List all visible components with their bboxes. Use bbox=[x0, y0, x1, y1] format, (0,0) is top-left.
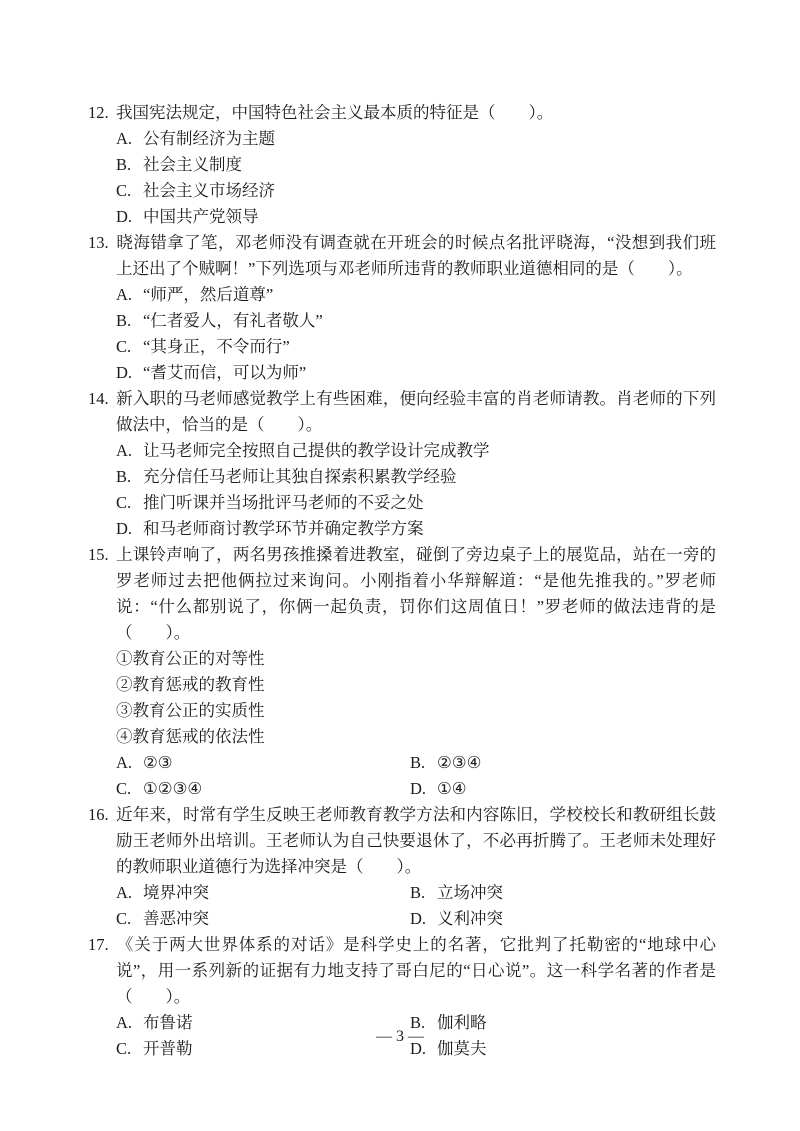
option-a bbox=[116, 438, 716, 464]
question-16 bbox=[88, 802, 716, 932]
option-text: “其身正，不令而行” bbox=[143, 337, 290, 356]
option-b bbox=[116, 308, 716, 334]
numbered-item-1: ①教育公正的对等性 bbox=[116, 649, 265, 668]
question-14 bbox=[88, 386, 716, 542]
option-d bbox=[410, 906, 716, 932]
option-d bbox=[116, 516, 716, 542]
question-number: 12. bbox=[88, 103, 109, 122]
option-text: 中国共产党领导 bbox=[143, 207, 259, 226]
option-c bbox=[116, 776, 410, 802]
option-text: 伽利略 bbox=[437, 1013, 487, 1032]
question-stem bbox=[88, 100, 716, 126]
option-a bbox=[116, 750, 410, 776]
option-c bbox=[116, 178, 716, 204]
option-label: D. bbox=[116, 519, 133, 538]
option-label: A. bbox=[116, 883, 133, 902]
options-grid bbox=[88, 880, 716, 932]
option-text: ②③④ bbox=[437, 753, 482, 772]
option-label: A. bbox=[116, 753, 133, 772]
question-stem-text: 我国宪法规定，中国特色社会主义最本质的特征是（ ）。 bbox=[116, 103, 554, 122]
option-label: B. bbox=[116, 467, 132, 486]
numbered-item-3: ③教育公正的实质性 bbox=[116, 701, 265, 720]
option-text: “耆艾而信，可以为师” bbox=[143, 363, 307, 382]
options-list bbox=[88, 282, 716, 386]
question-15 bbox=[88, 542, 716, 802]
option-label: B. bbox=[116, 311, 132, 330]
options-grid bbox=[88, 750, 716, 802]
option-label: D. bbox=[410, 779, 427, 798]
option-a bbox=[116, 282, 716, 308]
question-13 bbox=[88, 230, 716, 386]
option-label: A. bbox=[116, 441, 133, 460]
option-d bbox=[116, 204, 716, 230]
option-label: D. bbox=[116, 363, 133, 382]
option-a bbox=[116, 126, 716, 152]
option-label: B. bbox=[410, 1013, 426, 1032]
option-text: ①②③④ bbox=[143, 779, 203, 798]
exam-content bbox=[88, 100, 716, 1062]
option-label: B. bbox=[116, 155, 132, 174]
options-list bbox=[88, 438, 716, 542]
option-label: C. bbox=[116, 909, 132, 928]
question-stem-text: 上课铃声响了，两名男孩推搡着进教室，碰倒了旁边桌子上的展览品，站在一旁的罗老师过去把他俩拉过来询问。小刚指着小华辩解道：“是他先推我的。”罗老师说：“什么都别说了，你俩一起负责，罚你们这周值日！”罗老师的做法违背的是（ ）。 bbox=[116, 545, 716, 642]
option-label: C. bbox=[116, 1039, 132, 1058]
option-text: ①④ bbox=[437, 779, 467, 798]
option-text: “师严，然后道尊” bbox=[143, 285, 274, 304]
option-text: 境界冲突 bbox=[143, 883, 209, 902]
page-footer: — 3 — bbox=[376, 1028, 424, 1045]
question-number: 16. bbox=[88, 805, 109, 824]
option-label: B. bbox=[410, 753, 426, 772]
option-text: 善恶冲突 bbox=[143, 909, 209, 928]
option-text: 伽莫夫 bbox=[437, 1039, 487, 1058]
option-label: D. bbox=[116, 207, 133, 226]
option-d bbox=[116, 360, 716, 386]
option-text: ②③ bbox=[143, 753, 173, 772]
option-label: A. bbox=[116, 285, 133, 304]
option-b bbox=[410, 880, 716, 906]
option-text: 开普勒 bbox=[143, 1039, 193, 1058]
option-text: 公有制经济为主题 bbox=[143, 129, 275, 148]
option-label: A. bbox=[116, 129, 133, 148]
numbered-item-2: ②教育惩戒的教育性 bbox=[116, 675, 265, 694]
question-12 bbox=[88, 100, 716, 230]
option-text: 立场冲突 bbox=[437, 883, 503, 902]
question-stem-text: 新入职的马老师感觉教学上有些困难，便向经验丰富的肖老师请教。肖老师的下列做法中，恰当的是（ ）。 bbox=[116, 389, 716, 434]
numbered-item-4: ④教育惩戒的依法性 bbox=[116, 727, 265, 746]
question-stem bbox=[88, 932, 716, 1010]
option-label: C. bbox=[116, 493, 132, 512]
question-number: 14. bbox=[88, 389, 109, 408]
question-stem-text: 《关于两大世界体系的对话》是科学史上的名著，它批判了托勒密的“地球中心说”，用一系列新的证据有力地支持了哥白尼的“日心说”。这一科学名著的作者是（ ）。 bbox=[116, 935, 716, 1006]
option-b bbox=[116, 152, 716, 178]
question-number: 15. bbox=[88, 545, 109, 564]
option-text: 推门听课并当场批评马老师的不妥之处 bbox=[143, 493, 424, 512]
option-label: D. bbox=[410, 1039, 427, 1058]
question-stem bbox=[88, 230, 716, 282]
option-text: 布鲁诺 bbox=[143, 1013, 193, 1032]
options-list bbox=[88, 126, 716, 230]
option-label: C. bbox=[116, 181, 132, 200]
option-label: A. bbox=[116, 1013, 133, 1032]
option-text: 社会主义市场经济 bbox=[143, 181, 275, 200]
option-a bbox=[116, 880, 410, 906]
question-stem bbox=[88, 386, 716, 438]
option-c bbox=[116, 334, 716, 360]
option-text: “仁者爱人，有礼者敬人” bbox=[143, 311, 323, 330]
option-c bbox=[116, 490, 716, 516]
option-text: 和马老师商讨教学环节并确定教学方案 bbox=[143, 519, 424, 538]
option-label: B. bbox=[410, 883, 426, 902]
option-b bbox=[116, 464, 716, 490]
option-d bbox=[410, 776, 716, 802]
option-text: 义利冲突 bbox=[437, 909, 503, 928]
option-label: D. bbox=[410, 909, 427, 928]
question-stem bbox=[88, 542, 716, 646]
question-stem bbox=[88, 802, 716, 880]
option-label: C. bbox=[116, 779, 132, 798]
question-number: 13. bbox=[88, 233, 109, 252]
option-text: 社会主义制度 bbox=[143, 155, 242, 174]
option-label: C. bbox=[116, 337, 132, 356]
option-text: 让马老师完全按照自己提供的教学设计完成教学 bbox=[143, 441, 490, 460]
question-stem-text: 近年来，时常有学生反映王老师教育教学方法和内容陈旧，学校校长和教研组长鼓励王老师外出培训。王老师认为自己快要退休了，不必再折腾了。王老师未处理好的教师职业道德行为选择冲突是（ ）。 bbox=[116, 805, 716, 876]
option-b bbox=[410, 750, 716, 776]
option-c bbox=[116, 906, 410, 932]
option-text: 充分信任马老师让其独自探索积累教学经验 bbox=[143, 467, 457, 486]
question-number: 17. bbox=[88, 935, 109, 954]
numbered-items bbox=[88, 646, 716, 750]
question-stem-text: 晓海错拿了笔，邓老师没有调查就在开班会的时候点名批评晓海，“没想到我们班上还出了个贼啊！”下列选项与邓老师所违背的教师职业道德相同的是（ ）。 bbox=[116, 233, 716, 278]
